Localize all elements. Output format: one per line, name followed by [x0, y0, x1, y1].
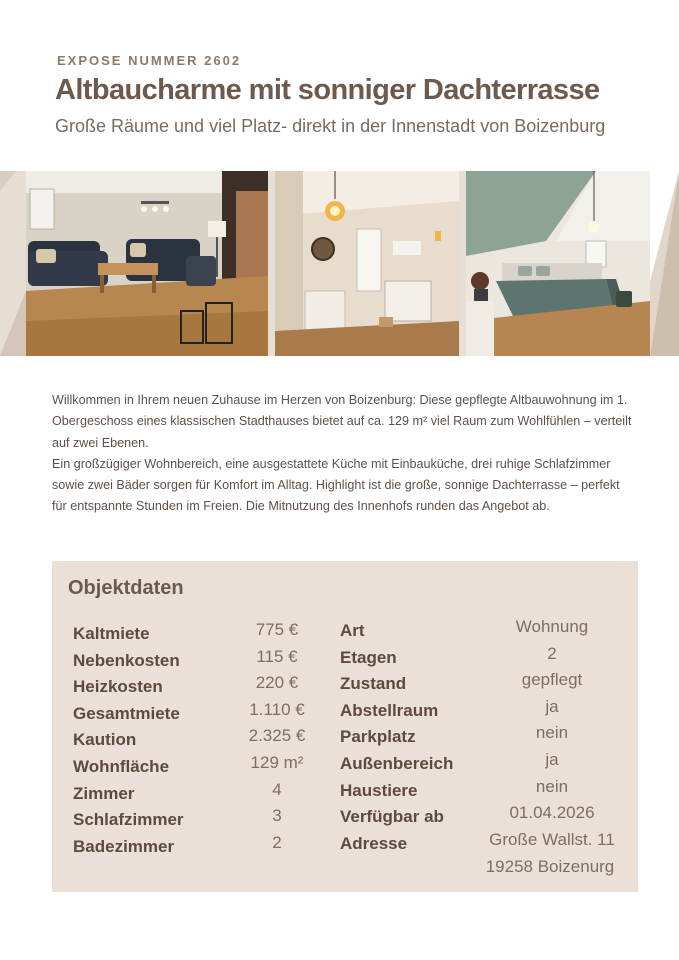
address-line-2: 19258 Boizenurg: [485, 857, 615, 876]
objekt-label: Heizkosten: [73, 677, 163, 697]
objekt-label: Gesamtmiete: [73, 703, 180, 723]
living-room-photo: [26, 171, 268, 356]
objekt-value: 220 €: [255, 673, 299, 693]
objekt-value: ja: [545, 696, 559, 716]
objekt-label: Schlafzimmer: [73, 810, 184, 830]
intro-paragraph-1: Willkommen in Ihrem neuen Zuhause im Herzen von Boizenburg: Diese gepflegte Altbauwohnung im 1. Obergeschoss eines klassischen Stadthauses bietet auf ca. 129 m² viel Raum zum Wohlfühlen – verteilt auf zwei Ebenen.: [52, 393, 632, 450]
objekt-value: Wohnung: [515, 617, 589, 636]
objekt-value: 1.110 €: [249, 699, 305, 719]
objekt-label: Verfügbar ab: [340, 807, 444, 827]
objektdaten-title: Objektdaten: [68, 577, 184, 599]
objektdaten-panel: [52, 561, 638, 892]
objekt-value: 01.04.2026: [509, 803, 595, 823]
objekt-label: Etagen: [340, 647, 397, 667]
kitchen-photo: [275, 171, 459, 356]
objekt-label: Art: [340, 621, 365, 640]
objekt-value: 115 €: [256, 646, 298, 666]
objekt-label: Adresse: [340, 833, 408, 853]
objekt-value: 2: [272, 832, 282, 852]
bedroom-photo: [466, 171, 650, 356]
objekt-value: nein: [535, 723, 569, 743]
page-title: Altbaucharme mit sonniger Dachterrasse: [55, 74, 600, 106]
objekt-label: Kaution: [73, 730, 137, 750]
objekt-value: nein: [535, 776, 569, 796]
objekt-value: Große Wallst. 11: [489, 829, 615, 849]
objekt-label: Kaltmiete: [73, 624, 150, 643]
objekt-label: Abstellraum: [340, 700, 439, 720]
objekt-label: Badezimmer: [73, 836, 175, 856]
objekt-label: Zustand: [340, 674, 407, 694]
objekt-value: 2: [547, 643, 557, 663]
objekt-value: 775 €: [255, 620, 299, 639]
objekt-label: Nebenkosten: [73, 650, 180, 670]
objekt-value: 2.325 €: [248, 726, 306, 746]
objekt-value: 4: [272, 779, 282, 799]
objekt-value: 129 m²: [250, 753, 304, 772]
objekt-value: ja: [545, 750, 559, 769]
page-subtitle: Große Räume und viel Platz- direkt in der Innenstadt von Boizenburg: [55, 116, 606, 136]
intro-paragraph-2: Ein großzügiger Wohnbereich, eine ausgestattete Küche mit Einbauküche, drei ruhige Schlafzimmer sowie zwei Bäder sorgen für Komfort im Alltag. Highlight ist die große, sonnige Dachterrasse – perfekt für entspannte Stunden im Freien. Die Mitnutzung des Innenhofs runden das Angebot ab.: [52, 456, 620, 514]
objekt-label: Wohnfläche: [73, 757, 170, 776]
objekt-label: Außenbereich: [340, 754, 454, 773]
intro-text: [52, 390, 637, 518]
objekt-label: Parkplatz: [340, 727, 416, 747]
objekt-label: Zimmer: [73, 783, 135, 803]
objekt-value: 3: [272, 806, 282, 826]
objekt-label: Haustiere: [340, 780, 418, 800]
expose-number: EXPOSE NUMMER 2602: [57, 53, 242, 68]
objekt-value: gepflegt: [521, 670, 583, 690]
